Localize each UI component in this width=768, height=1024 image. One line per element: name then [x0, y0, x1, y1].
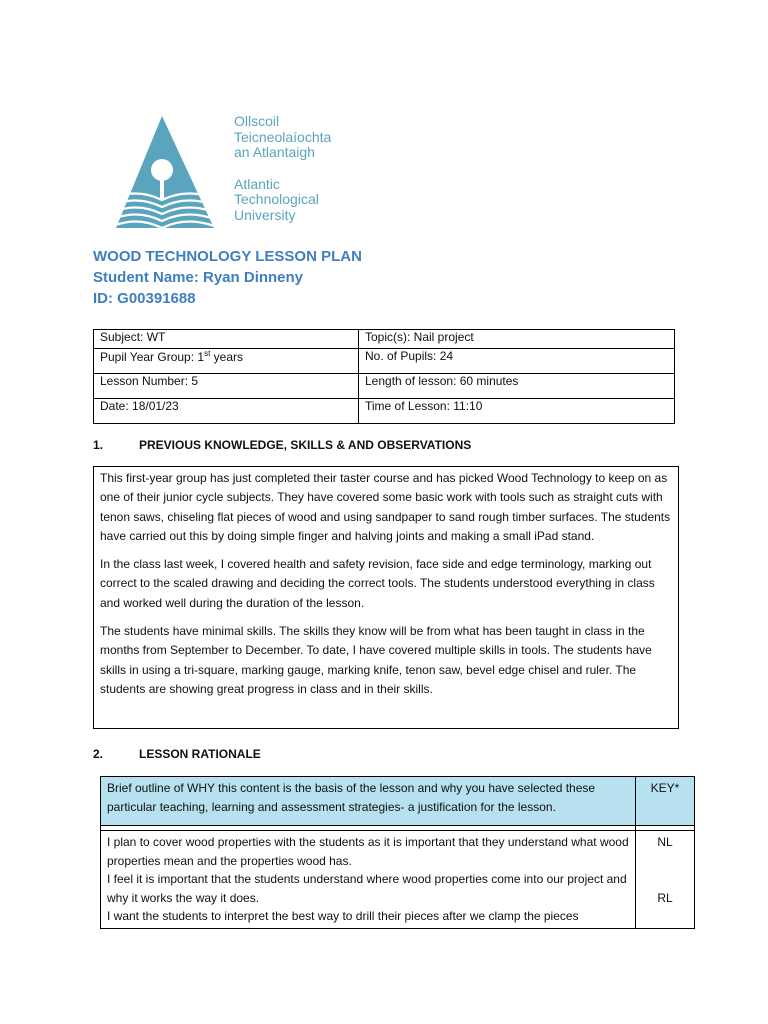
year-group-prefix: Pupil Year Group: 1: [100, 350, 205, 364]
section-number: 2.: [93, 747, 104, 761]
logo-line: an Atlantaigh: [234, 144, 315, 160]
lesson-info-table: [93, 329, 675, 424]
year-group-suffix: years: [210, 350, 243, 364]
section-number: 1.: [93, 438, 104, 452]
logo-line: University: [234, 206, 296, 223]
student-id: ID: G00391688: [93, 290, 196, 307]
student-name: Student Name: Ryan Dinneny: [93, 269, 304, 286]
key-value: [642, 870, 688, 889]
logo-line: Technological: [234, 191, 319, 207]
logo-line: Teicneolaíochta: [234, 128, 332, 145]
year-group-cell: [94, 349, 359, 374]
rationale-line: I want the students to interpret the best way to drill their pieces after we clamp the pieces: [107, 909, 579, 923]
pupils-cell: No. of Pupils: 24: [359, 349, 675, 374]
key-column: [636, 831, 695, 929]
key-value: RL: [657, 890, 673, 905]
paragraph: In the class last week, I covered health and safety revision, face side and edge terminology, marking out correct to the scaled drawing and deciding the correct tools. The students understood everything in class and worked well during the duration of the lesson.: [100, 557, 655, 610]
previous-knowledge-box: [93, 466, 679, 729]
rationale-line: I feel it is important that the students understand where wood properties come into our project and why it works the way it does.: [107, 872, 627, 905]
topic-cell: Topic(s): Nail project: [359, 330, 675, 349]
key-value: NL: [657, 835, 673, 849]
year-group-sup: st: [204, 349, 211, 358]
rationale-body: [101, 831, 636, 929]
lesson-rationale-table: [100, 776, 695, 929]
section-1-heading: [93, 438, 471, 452]
rationale-header: Brief outline of WHY this content is the basis of the lesson and why you have selected these particular teaching, learning and assessment strategies- a justification for the lesson.: [101, 777, 636, 826]
section-title: PREVIOUS KNOWLEDGE, SKILLS & AND OBSERVATIONS: [139, 438, 472, 452]
logo-wordmark: [234, 114, 331, 223]
rationale-line: I plan to cover wood properties with the students as it is important that they understand what wood properties mean and the properties wood has.: [107, 835, 629, 868]
logo-line: Ollscoil: [234, 113, 280, 129]
key-value: [642, 852, 688, 871]
date-cell: Date: 18/01/23: [94, 399, 359, 424]
section-title: LESSON RATIONALE: [139, 747, 261, 761]
subject-cell: Subject: WT: [94, 330, 359, 349]
key-header: KEY*: [636, 777, 695, 826]
paragraph: This first-year group has just completed their taster course and has picked Wood Technology to keep on as one of their junior cycle subjects. They have covered some basic work with tools such as straight cuts with tenon saws, chiseling flat pieces of wood and using sandpaper to sand rough timber surfaces. The students have carried out this by doing simple finger and halving joints and making a small iPad stand.: [100, 471, 671, 543]
lesson-number-cell: Lesson Number: 5: [94, 374, 359, 399]
paragraph: The students have minimal skills. The skills they know will be from what has been taught in class in the months from September to December. To date, I have covered multiple skills in tools. The students have skills in using a tri-square, marking gauge, marking knife, tenon saw, bevel edge chisel and ruler. The students are showing great progress in class and in their skills.: [100, 624, 652, 696]
page-title: WOOD TECHNOLOGY LESSON PLAN: [93, 248, 362, 265]
logo-line: Atlantic: [234, 175, 280, 192]
length-cell: Length of lesson: 60 minutes: [359, 374, 675, 399]
section-2-heading: [93, 747, 261, 761]
time-cell: Time of Lesson: 11:10: [359, 399, 675, 424]
